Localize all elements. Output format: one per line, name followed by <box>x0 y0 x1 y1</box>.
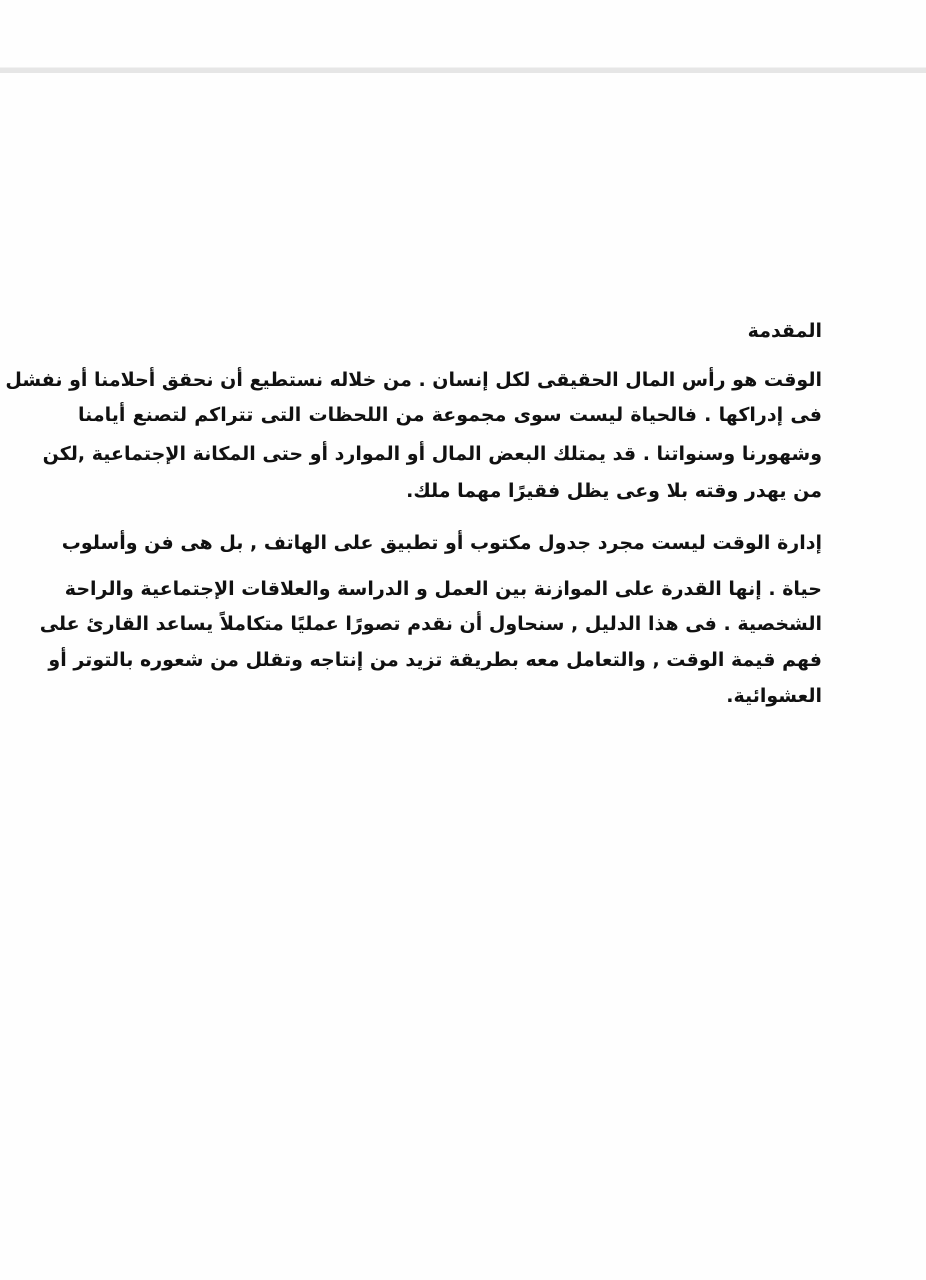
paragraph-line: الوقت هو رأس المال الحقيقى لكل إنسان . من خلاله نستطيع أن نحقق أحلامنا أو نفشل <box>5 369 822 391</box>
paragraph-line: إدارة الوقت ليست مجرد جدول مكتوب أو تطبيق على الهاتف , بل هى فن وأسلوب <box>61 532 822 554</box>
paragraph-line: العشوائية. <box>726 685 822 707</box>
paragraph-line: وشهورنا وسنواتنا . قد يمتلك البعض المال أو الموارد أو حتى المكانة الإجتماعية ,لكن <box>42 443 822 465</box>
paragraph-line: الشخصية . فى هذا الدليل , سنحاول أن نقدم تصورًا عمليًا متكاملاً يساعد القارئ على <box>39 613 822 635</box>
paragraph-line: فهم قيمة الوقت , والتعامل معه بطريقة تزيد من إنتاجه وتقلل من شعوره بالتوتر أو <box>48 649 822 671</box>
paragraph-line: حياة . إنها القدرة على الموازنة بين العمل و الدراسة والعلاقات الإجتماعية والراحة <box>64 578 822 600</box>
section-heading: المقدمة <box>747 320 822 342</box>
paragraph-line: فى إدراكها . فالحياة ليست سوى مجموعة من اللحظات التى تتراكم لتصنع أيامنا <box>78 404 822 426</box>
paragraph-line: من يهدر وقته بلا وعى يظل فقيرًا مهما ملك. <box>406 480 822 502</box>
